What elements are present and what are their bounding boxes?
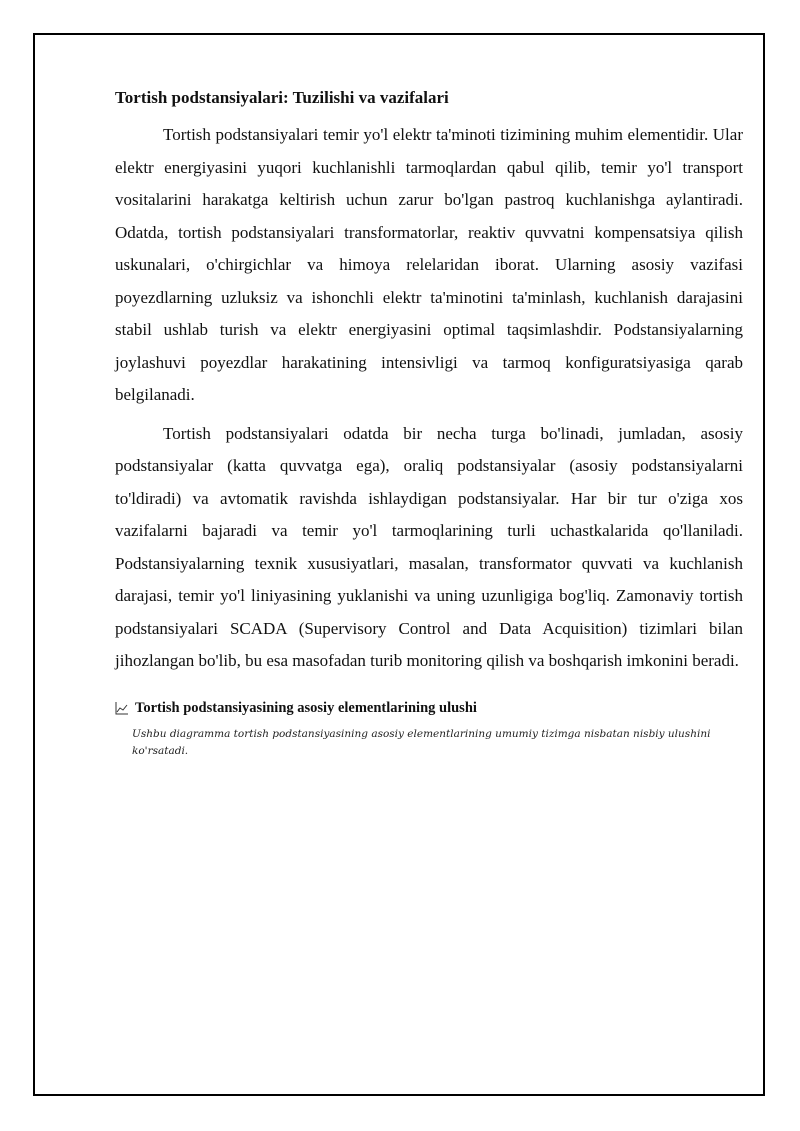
document-title: Tortish podstansiyalari: Tuzilishi va vazifalari <box>115 88 449 107</box>
figure-caption: Ushbu diagramma tortish podstansiyasining asosiy elementlarining umumiy tizimga nisbatan nisbiy ulushini ko'rsatadi. <box>132 727 711 757</box>
paragraph-2: Tortish podstansiyalari odatda bir necha turga bo'linadi, jumladan, asosiy podstansiyalar (katta quvvatga ega), oraliq podstansiyalar (asosiy podstansiyalarni to'ldiradi) va avtomatik ravishda ishlaydigan podstansiyalar. Har bir tur o'ziga xos vazifalarni bajaradi va temir yo'l tarmoqlarining turli uchastkalarida qo'llaniladi. Podstansiyalarning texnik xususiyatlari, masalan, transformator quvvati va kuchlanish darajasi, temir yo'l liniyasining yuklanishi va uning uzunligiga bog'liq. Zamonaviy tortish podstansiyalari SCADA (Supervisory Control and Data Acquisition) tizimlari bilan jihozlangan bo'lib, bu esa masofadan turib monitoring qilish va boshqarish imkonini beradi. <box>115 423 743 670</box>
paragraph-1: Tortish podstansiyalari temir yo'l elektr ta'minoti tizimining muhim elementidir. Ular elektr energiyasini yuqori kuchlanishli tarmoqlardan qabul qilib, temir yo'l transport vositalarini harakatga keltirish uchun zarur bo'lgan pastroq kuchlanishga aylantiradi. Odatda, tortish podstansiyalari transformatorlar, reaktiv quvvatni kompensatsiya qilish uskunalari, o'chirgichlar va himoya relelaridan iborat. Ularning asosiy vazifasi poyezdlarning uzluksiz va ishonchli elektr ta'minotini ta'minlash, kuchlanish darajasini stabil ushlab turish va elektr energiyasini optimal taqsimlashdir. Podstansiyalarning joylashuvi poyezdlar harakatining intensivligi va tarmoq konfiguratsiyasiga qarab belgilanadi. <box>115 125 743 404</box>
figure-title-row <box>115 698 743 718</box>
chart-icon <box>115 701 129 715</box>
figure-title: Tortish podstansiyasining asosiy elementlarining ulushi <box>135 699 477 716</box>
figure-block <box>115 698 743 760</box>
document-body <box>115 86 743 760</box>
